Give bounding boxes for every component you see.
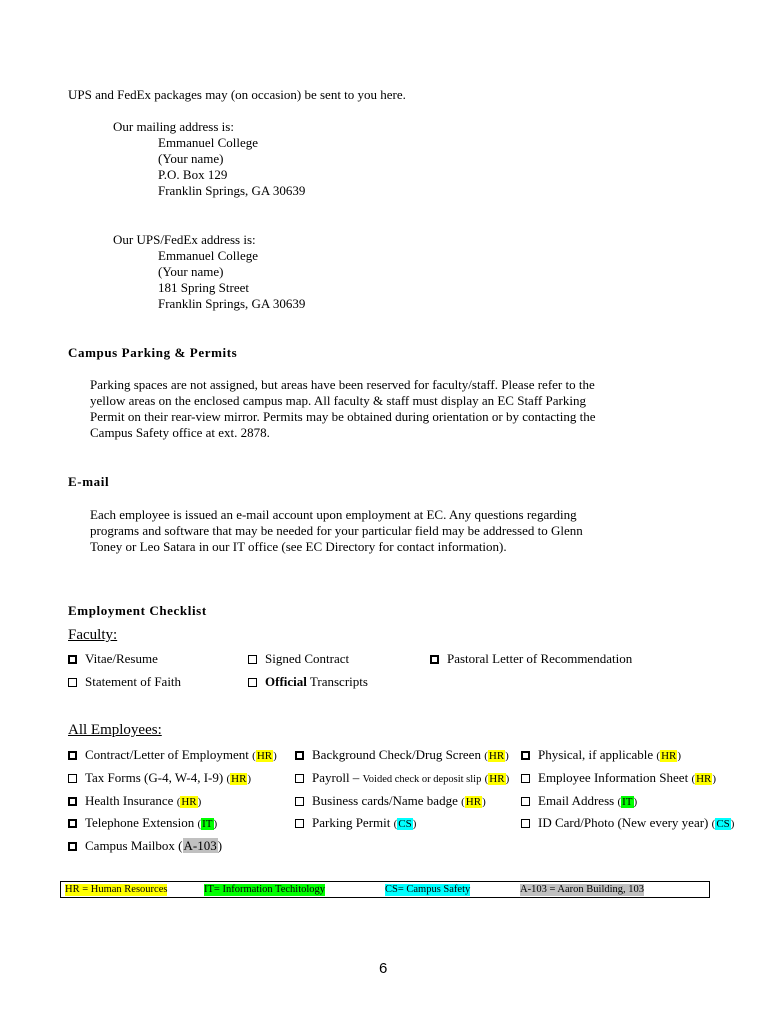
item-label: ID Card/Photo (New every year) bbox=[538, 815, 712, 830]
ups-line: 181 Spring Street bbox=[158, 280, 249, 295]
item-label: Email Address bbox=[538, 793, 618, 808]
checkbox[interactable] bbox=[521, 774, 530, 783]
checklist-heading: Employment Checklist bbox=[68, 603, 207, 618]
parking-paragraph-line: Permit on their rear-view mirror. Permits may be obtained during orientation or by contacting the bbox=[90, 409, 596, 424]
checkbox[interactable] bbox=[248, 678, 257, 687]
intro-text: UPS and FedEx packages may (on occasion) be sent to you here. bbox=[68, 87, 406, 102]
checkbox[interactable] bbox=[68, 797, 77, 806]
mailing-label: Our mailing address is: bbox=[113, 119, 234, 134]
checklist-item-pastoral-letter[interactable] bbox=[430, 651, 632, 667]
item-label: Contract/Letter of Employment bbox=[85, 747, 253, 762]
payroll-note: Voided check or deposit slip bbox=[362, 774, 482, 785]
checklist-item-statement-of-faith[interactable] bbox=[68, 674, 181, 690]
ups-label: Our UPS/FedEx address is: bbox=[113, 232, 256, 247]
hr-tag: HR bbox=[181, 796, 197, 808]
hr-tag: HR bbox=[256, 750, 273, 762]
item-label: Physical, if applicable bbox=[538, 747, 657, 762]
email-heading: E-mail bbox=[68, 474, 110, 489]
legend-it: IT= Information Techitology bbox=[204, 884, 326, 895]
email-paragraph-line: Toney or Leo Satara in our IT office (see EC Directory for contact information). bbox=[90, 539, 507, 554]
hr-tag: HR bbox=[488, 750, 505, 762]
hr-tag: HR bbox=[661, 750, 677, 762]
cs-tag: CS bbox=[716, 818, 730, 830]
hr-tag: HR bbox=[489, 773, 505, 785]
item-label: Statement of Faith bbox=[85, 674, 182, 689]
checklist-item-vitae[interactable] bbox=[68, 651, 158, 667]
checkbox[interactable] bbox=[68, 774, 77, 783]
item-label: Tax Forms (G-4, W-4, I-9) bbox=[85, 770, 227, 785]
item-label: Pastoral Letter of Recommendation bbox=[447, 651, 633, 666]
checkbox[interactable] bbox=[430, 655, 439, 664]
a103-tag: A-103 bbox=[183, 838, 217, 853]
checkbox[interactable] bbox=[68, 751, 77, 760]
ups-line: Franklin Springs, GA 30639 bbox=[158, 296, 306, 311]
parking-paragraph-line: yellow areas on the enclosed campus map. All faculty & staff must display an EC Staff Parking bbox=[90, 393, 586, 408]
checkbox[interactable] bbox=[68, 842, 77, 851]
hr-tag: HR bbox=[696, 773, 712, 785]
item-label: Health Insurance bbox=[85, 793, 177, 808]
checklist-item-contract[interactable]: Contract/Letter of Employment (HR) bbox=[68, 747, 277, 764]
checkbox[interactable] bbox=[68, 819, 77, 828]
checkbox[interactable] bbox=[295, 774, 304, 783]
checkbox[interactable] bbox=[295, 751, 304, 760]
checkbox[interactable] bbox=[521, 751, 530, 760]
email-paragraph-line: programs and software that may be needed for your particular field may be addressed to Glenn bbox=[90, 523, 583, 538]
checklist-item-id-card[interactable]: ID Card/Photo (New every year) (CS) bbox=[521, 815, 734, 832]
mailing-line: P.O. Box 129 bbox=[158, 167, 228, 182]
checklist-item-campus-mailbox[interactable]: Campus Mailbox (A-103) bbox=[68, 838, 222, 854]
hr-tag: HR bbox=[465, 796, 482, 808]
checklist-item-signed-contract[interactable] bbox=[248, 651, 349, 667]
mailing-line: (Your name) bbox=[158, 151, 224, 166]
legend-box bbox=[60, 881, 710, 898]
cs-tag: CS bbox=[398, 818, 412, 830]
checklist-item-tax-forms[interactable]: Tax Forms (G-4, W-4, I-9) (HR) bbox=[68, 770, 251, 787]
item-label-bold: Official bbox=[265, 674, 307, 689]
faculty-label: Faculty: bbox=[68, 627, 118, 643]
mailing-line: Emmanuel College bbox=[158, 135, 259, 150]
email-paragraph-line: Each employee is issued an e-mail account upon employment at EC. Any questions regarding bbox=[90, 507, 577, 522]
item-label: Telephone Extension bbox=[85, 815, 198, 830]
ups-line: (Your name) bbox=[158, 264, 224, 279]
legend-hr: HR = Human Resources bbox=[65, 884, 168, 895]
checklist-item-official-transcripts[interactable] bbox=[248, 674, 368, 690]
item-label: Payroll – bbox=[312, 770, 363, 785]
checklist-item-payroll[interactable]: Payroll – Voided check or deposit slip (HR) bbox=[295, 770, 509, 788]
item-label: Background Check/Drug Screen bbox=[312, 747, 485, 762]
ups-line: Emmanuel College bbox=[158, 248, 259, 263]
checklist-item-parking-permit[interactable]: Parking Permit (CS) bbox=[295, 815, 416, 832]
checkbox[interactable] bbox=[521, 819, 530, 828]
it-tag: IT bbox=[202, 818, 213, 830]
checklist-item-health-insurance[interactable]: Health Insurance (HR) bbox=[68, 793, 201, 810]
hr-tag: HR bbox=[231, 773, 247, 785]
checklist-item-employee-info-sheet[interactable]: Employee Information Sheet (HR) bbox=[521, 770, 716, 787]
legend-cs: CS= Campus Safety bbox=[385, 884, 471, 895]
page-number: 6 bbox=[379, 960, 388, 977]
item-label: Transcripts bbox=[306, 674, 368, 689]
checkbox[interactable] bbox=[248, 655, 257, 664]
checklist-item-business-cards[interactable]: Business cards/Name badge (HR) bbox=[295, 793, 486, 810]
checkbox[interactable] bbox=[68, 655, 77, 664]
it-tag: IT bbox=[622, 796, 633, 808]
parking-heading: Campus Parking & Permits bbox=[68, 345, 238, 360]
item-label: Campus Mailbox bbox=[85, 838, 179, 853]
checklist-item-email-address[interactable]: Email Address (IT) bbox=[521, 793, 637, 810]
checkbox[interactable] bbox=[521, 797, 530, 806]
mailing-line: Franklin Springs, GA 30639 bbox=[158, 183, 306, 198]
checkbox[interactable] bbox=[68, 678, 77, 687]
item-label: Signed Contract bbox=[265, 651, 350, 666]
parking-paragraph-line: Campus Safety office at ext. 2878. bbox=[90, 425, 270, 440]
item-label: Employee Information Sheet bbox=[538, 770, 692, 785]
item-label: Parking Permit bbox=[312, 815, 394, 830]
checklist-item-physical[interactable]: Physical, if applicable (HR) bbox=[521, 747, 681, 764]
checkbox[interactable] bbox=[295, 797, 304, 806]
legend-a103: A-103 = Aaron Building, 103 bbox=[520, 884, 645, 895]
checklist-item-telephone-extension[interactable]: Telephone Extension (IT) bbox=[68, 815, 217, 832]
checkbox[interactable] bbox=[295, 819, 304, 828]
all-employees-label: All Employees: bbox=[68, 722, 162, 738]
item-label: Vitae/Resume bbox=[85, 651, 158, 666]
parking-paragraph-line: Parking spaces are not assigned, but areas have been reserved for faculty/staff. Please refer to the bbox=[90, 377, 595, 392]
item-label: Business cards/Name badge bbox=[312, 793, 462, 808]
checklist-item-background-check[interactable]: Background Check/Drug Screen (HR) bbox=[295, 747, 509, 764]
